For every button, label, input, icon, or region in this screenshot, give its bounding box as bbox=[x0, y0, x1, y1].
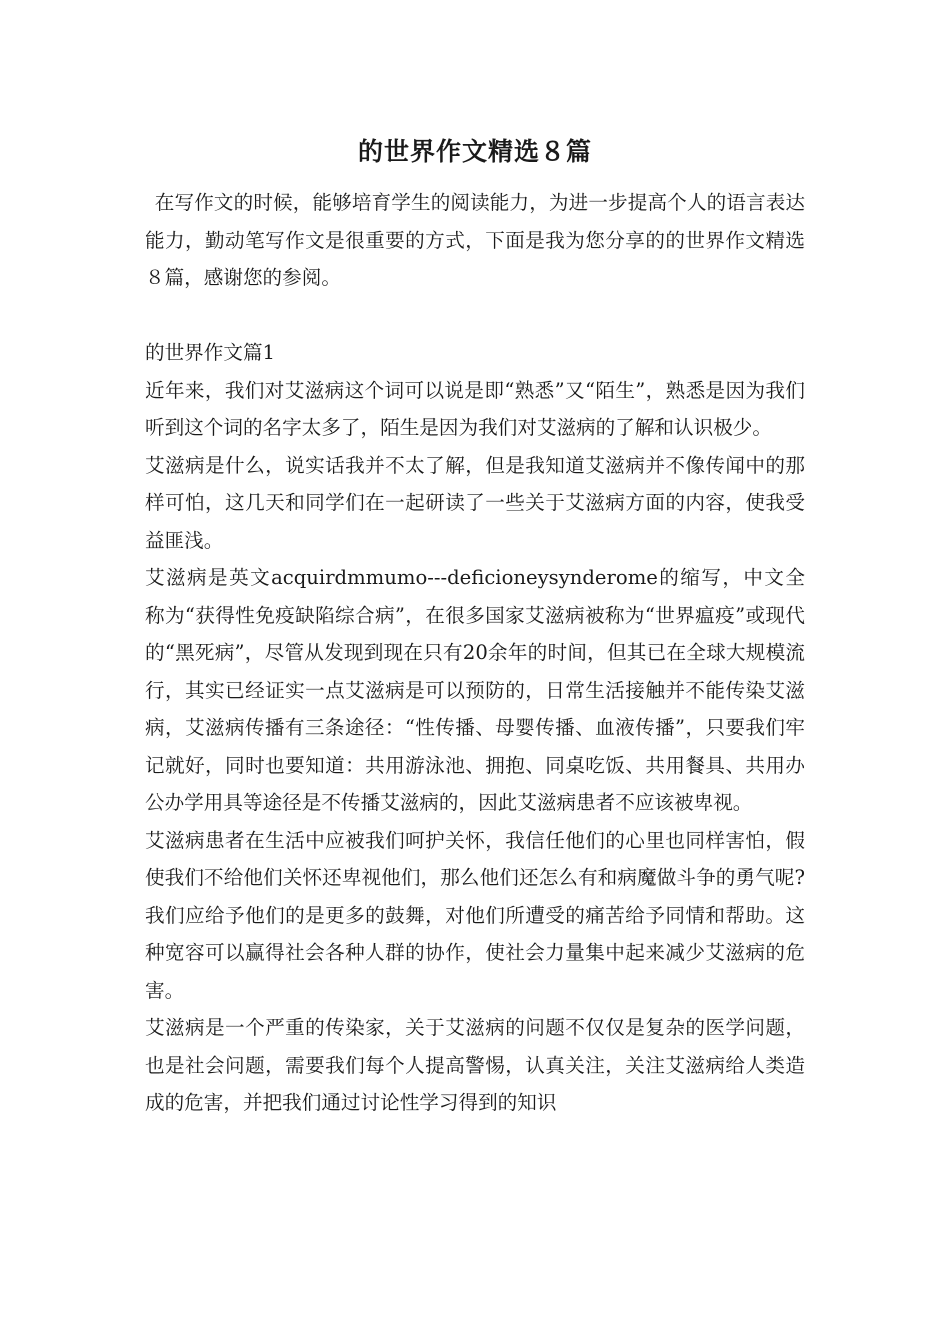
intro-paragraph: 在写作文的时候，能够培育学生的阅读能力，为进一步提高个人的语言表达能力，勤动笔写作文是很重要的方式，下面是我为您分享的的世界作文精选８篇，感谢您的参阅。 bbox=[145, 191, 805, 289]
body-paragraph-5: 艾滋病是一个严重的传染家，关于艾滋病的问题不仅仅是复杂的医学问题，也是社会问题，需要我们每个人提高警惕，认真关注，关注艾滋病给人类造成的危害，并把我们通过讨论性学习得到的知识 bbox=[145, 1016, 805, 1114]
document-page bbox=[145, 128, 805, 1122]
body-paragraph-4: 艾滋病患者在生活中应被我们呵护关怀，我信任他们的心里也同样害怕，假使我们不给他们关怀还卑视他们，那么他们还怎么有和病魔做斗争的勇气呢?我们应给予他们的是更多的鼓舞，对他们所遭受的痛苦给予同情和帮助。这种宽容可以赢得社会各种人群的协作，使社会力量集中起来减少艾滋病的危害。 bbox=[145, 828, 805, 1002]
paragraph-spacer bbox=[145, 297, 805, 335]
body-paragraph-1: 近年来，我们对艾滋病这个词可以说是即“熟悉”又“陌生”，熟悉是因为我们听到这个词的名字太多了，陌生是因为我们对艾滋病的了解和认识极少。 bbox=[145, 378, 805, 439]
body-paragraph-3: 艾滋病是英文acquirdmmumo---deficioneysynderome的缩写，中文全称为“获得性免疫缺陷综合病”，在很多国家艾滋病被称为“世界瘟疫”或现代的“黑死病”，尽管从发现到现在只有20余年的时间，但其已在全球大规模流行，其实已经证实一点艾滋病是可以预防的，日常生活接触并不能传染艾滋病，艾滋病传播有三条途径：“性传播、母婴传播、血液传播”，只要我们牢记就好，同时也要知道：共用游泳池、拥抱、同桌吃饭、共用餐具、共用办公办学用具等途径是不传播艾滋病的，因此艾滋病患者不应该被卑视。 bbox=[145, 566, 805, 814]
document-title: 的世界作文精选８篇 bbox=[357, 137, 592, 166]
section-heading: 的世界作文篇1 bbox=[145, 341, 276, 364]
body-paragraph-2: 艾滋病是什么，说实话我并不太了解，但是我知道艾滋病并不像传闻中的那样可怕，这几天和同学们在一起研读了一些关于艾滋病方面的内容，使我受益匪浅。 bbox=[145, 453, 805, 552]
